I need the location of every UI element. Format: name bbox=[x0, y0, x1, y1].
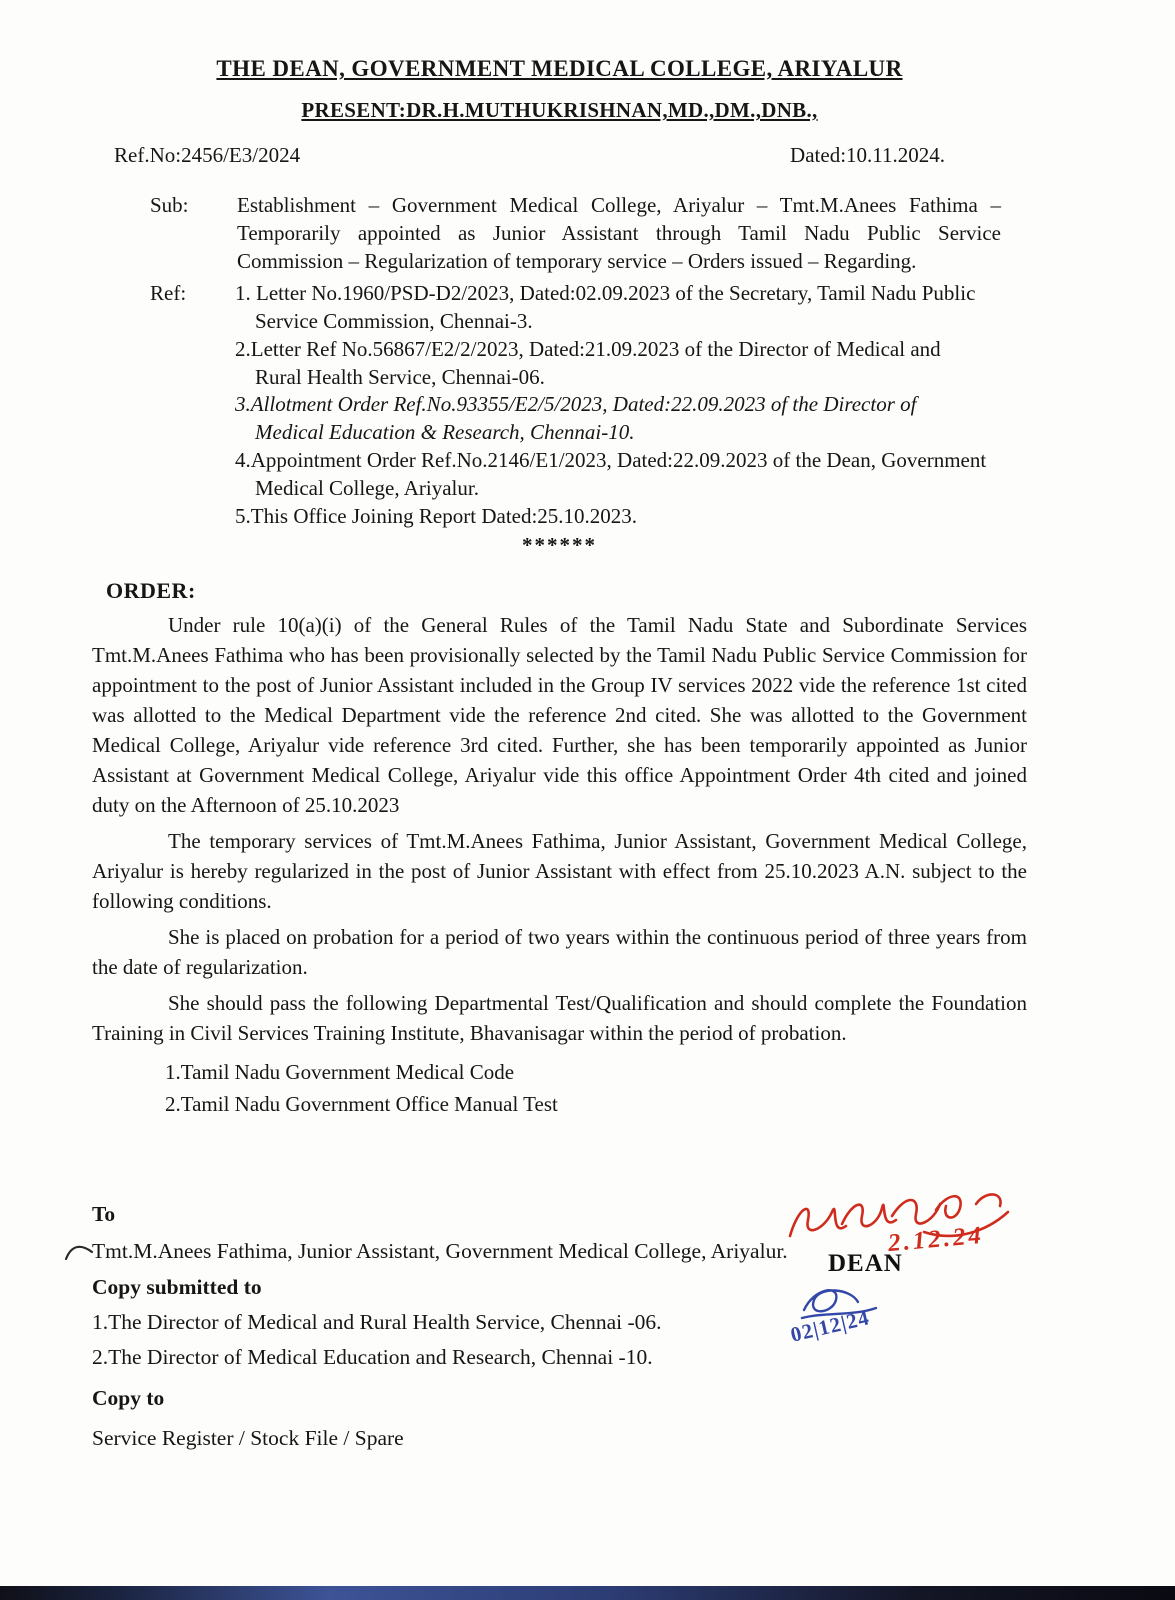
subject-label: Sub: bbox=[150, 193, 189, 217]
reference-item-5: 5.This Office Joining Report Dated:25.10.2023. bbox=[235, 504, 638, 529]
test-item-2: 2.Tamil Nadu Government Office Manual Test bbox=[165, 1092, 558, 1117]
order-paragraph-4: She should pass the following Departmental Test/Qualification and should complete the Foundation Training in Civil Services Training Institute, Bhavanisagar within the period of probation. bbox=[92, 991, 1027, 1046]
order-heading: ORDER: bbox=[106, 578, 196, 604]
signature-date: 2.12.24 bbox=[886, 1221, 985, 1258]
reference-block bbox=[150, 280, 1027, 531]
test-item-1: 1.Tamil Nadu Government Medical Code bbox=[165, 1060, 515, 1085]
signature-block bbox=[770, 1188, 1040, 1368]
reference-item-1: 1. Letter No.1960/PSD-D2/2023, Dated:02.09.2023 of the Secretary, Tamil Nadu Public Service Commission, Chennai-3. bbox=[235, 280, 976, 333]
reference-list bbox=[235, 280, 1027, 531]
reference-number: Ref.No:2456/E3/2024 bbox=[114, 143, 301, 167]
copy-submitted-item-2: 2.The Director of Medical Education and Research, Chennai -10. bbox=[92, 1345, 653, 1370]
scan-edge-strip bbox=[0, 1586, 1175, 1600]
reference-label: Ref: bbox=[150, 280, 187, 305]
reference-item-4: 4.Appointment Order Ref.No.2146/E1/2023, Dated:22.09.2023 of the Dean, Government Medical College, Ariyalur. bbox=[235, 448, 987, 501]
to-label: To bbox=[92, 1202, 116, 1227]
ref-date-row bbox=[92, 143, 1027, 168]
dean-designation: DEAN bbox=[828, 1250, 903, 1277]
copy-submitted-label: Copy submitted to bbox=[92, 1275, 262, 1300]
reference-item-3: 3.Allotment Order Ref.No.93355/E2/5/2023, Dated:22.09.2023 of the Director of Medical Education & Research, Chennai-10. bbox=[235, 392, 917, 445]
reference-item-2: 2.Letter Ref No.56867/E2/2/2023, Dated:21.09.2023 of the Director of Medical and Rural Health Service, Chennai-06. bbox=[235, 336, 941, 389]
order-paragraph-1: Under rule 10(a)(i) of the General Rules of the Tamil Nadu State and Subordinate Services Tmt.M.Anees Fathima who has been provisionally selected by the Tamil Nadu Public Service Commission for appointment to the post of Junior Assistant included in the Group IV services 2022 vide the reference 1st cited was allotted to the Medical Department vide the reference 2nd cited. She was allotted to the Government Medical College, Ariyalur vide reference 3rd cited. Further, she has been temporarily appointed as Junior Assistant at Government Medical College, Ariyalur vide this office Appointment Order 4th cited and joined duty on the Afternoon of 25.10.2023 bbox=[92, 613, 1027, 818]
copy-to-label: Copy to bbox=[92, 1386, 165, 1411]
document-date: Dated:10.11.2024. bbox=[790, 143, 945, 167]
copy-submitted-item-1: 1.The Director of Medical and Rural Health Service, Chennai -06. bbox=[92, 1310, 662, 1335]
addressee-text: Tmt.M.Anees Fathima, Junior Assistant, Government Medical College, Ariyalur. bbox=[92, 1239, 788, 1264]
separator-stars: ****** bbox=[522, 533, 597, 558]
order-paragraph-3: She is placed on probation for a period of two years within the continuous period of three years from the date of regularization. bbox=[92, 925, 1027, 980]
stamp-date: 02|12|24 bbox=[788, 1305, 872, 1347]
order-paragraph-2: The temporary services of Tmt.M.Anees Fathima, Junior Assistant, Government Medical College, Ariyalur is hereby regularized in the post of Junior Assistant with effect from 25.10.2023 A.N. subject to the following conditions. bbox=[92, 829, 1027, 914]
handwritten-tick-icon bbox=[64, 1240, 94, 1262]
subject-text: Establishment – Government Medical College, Ariyalur – Tmt.M.Anees Fathima – Temporarily appointed as Junior Assistant through Tamil Nadu Public Service Commission – Regularization of temporary service – Orders issued – Regarding. bbox=[237, 193, 1001, 273]
document-title: THE DEAN, GOVERNMENT MEDICAL COLLEGE, ARIYALUR bbox=[216, 56, 903, 81]
present-line: PRESENT:DR.H.MUTHUKRISHNAN,MD.,DM.,DNB., bbox=[301, 98, 818, 122]
copy-to-text: Service Register / Stock File / Spare bbox=[92, 1426, 404, 1451]
subject-block bbox=[150, 192, 1027, 276]
test-list bbox=[165, 1056, 1027, 1120]
